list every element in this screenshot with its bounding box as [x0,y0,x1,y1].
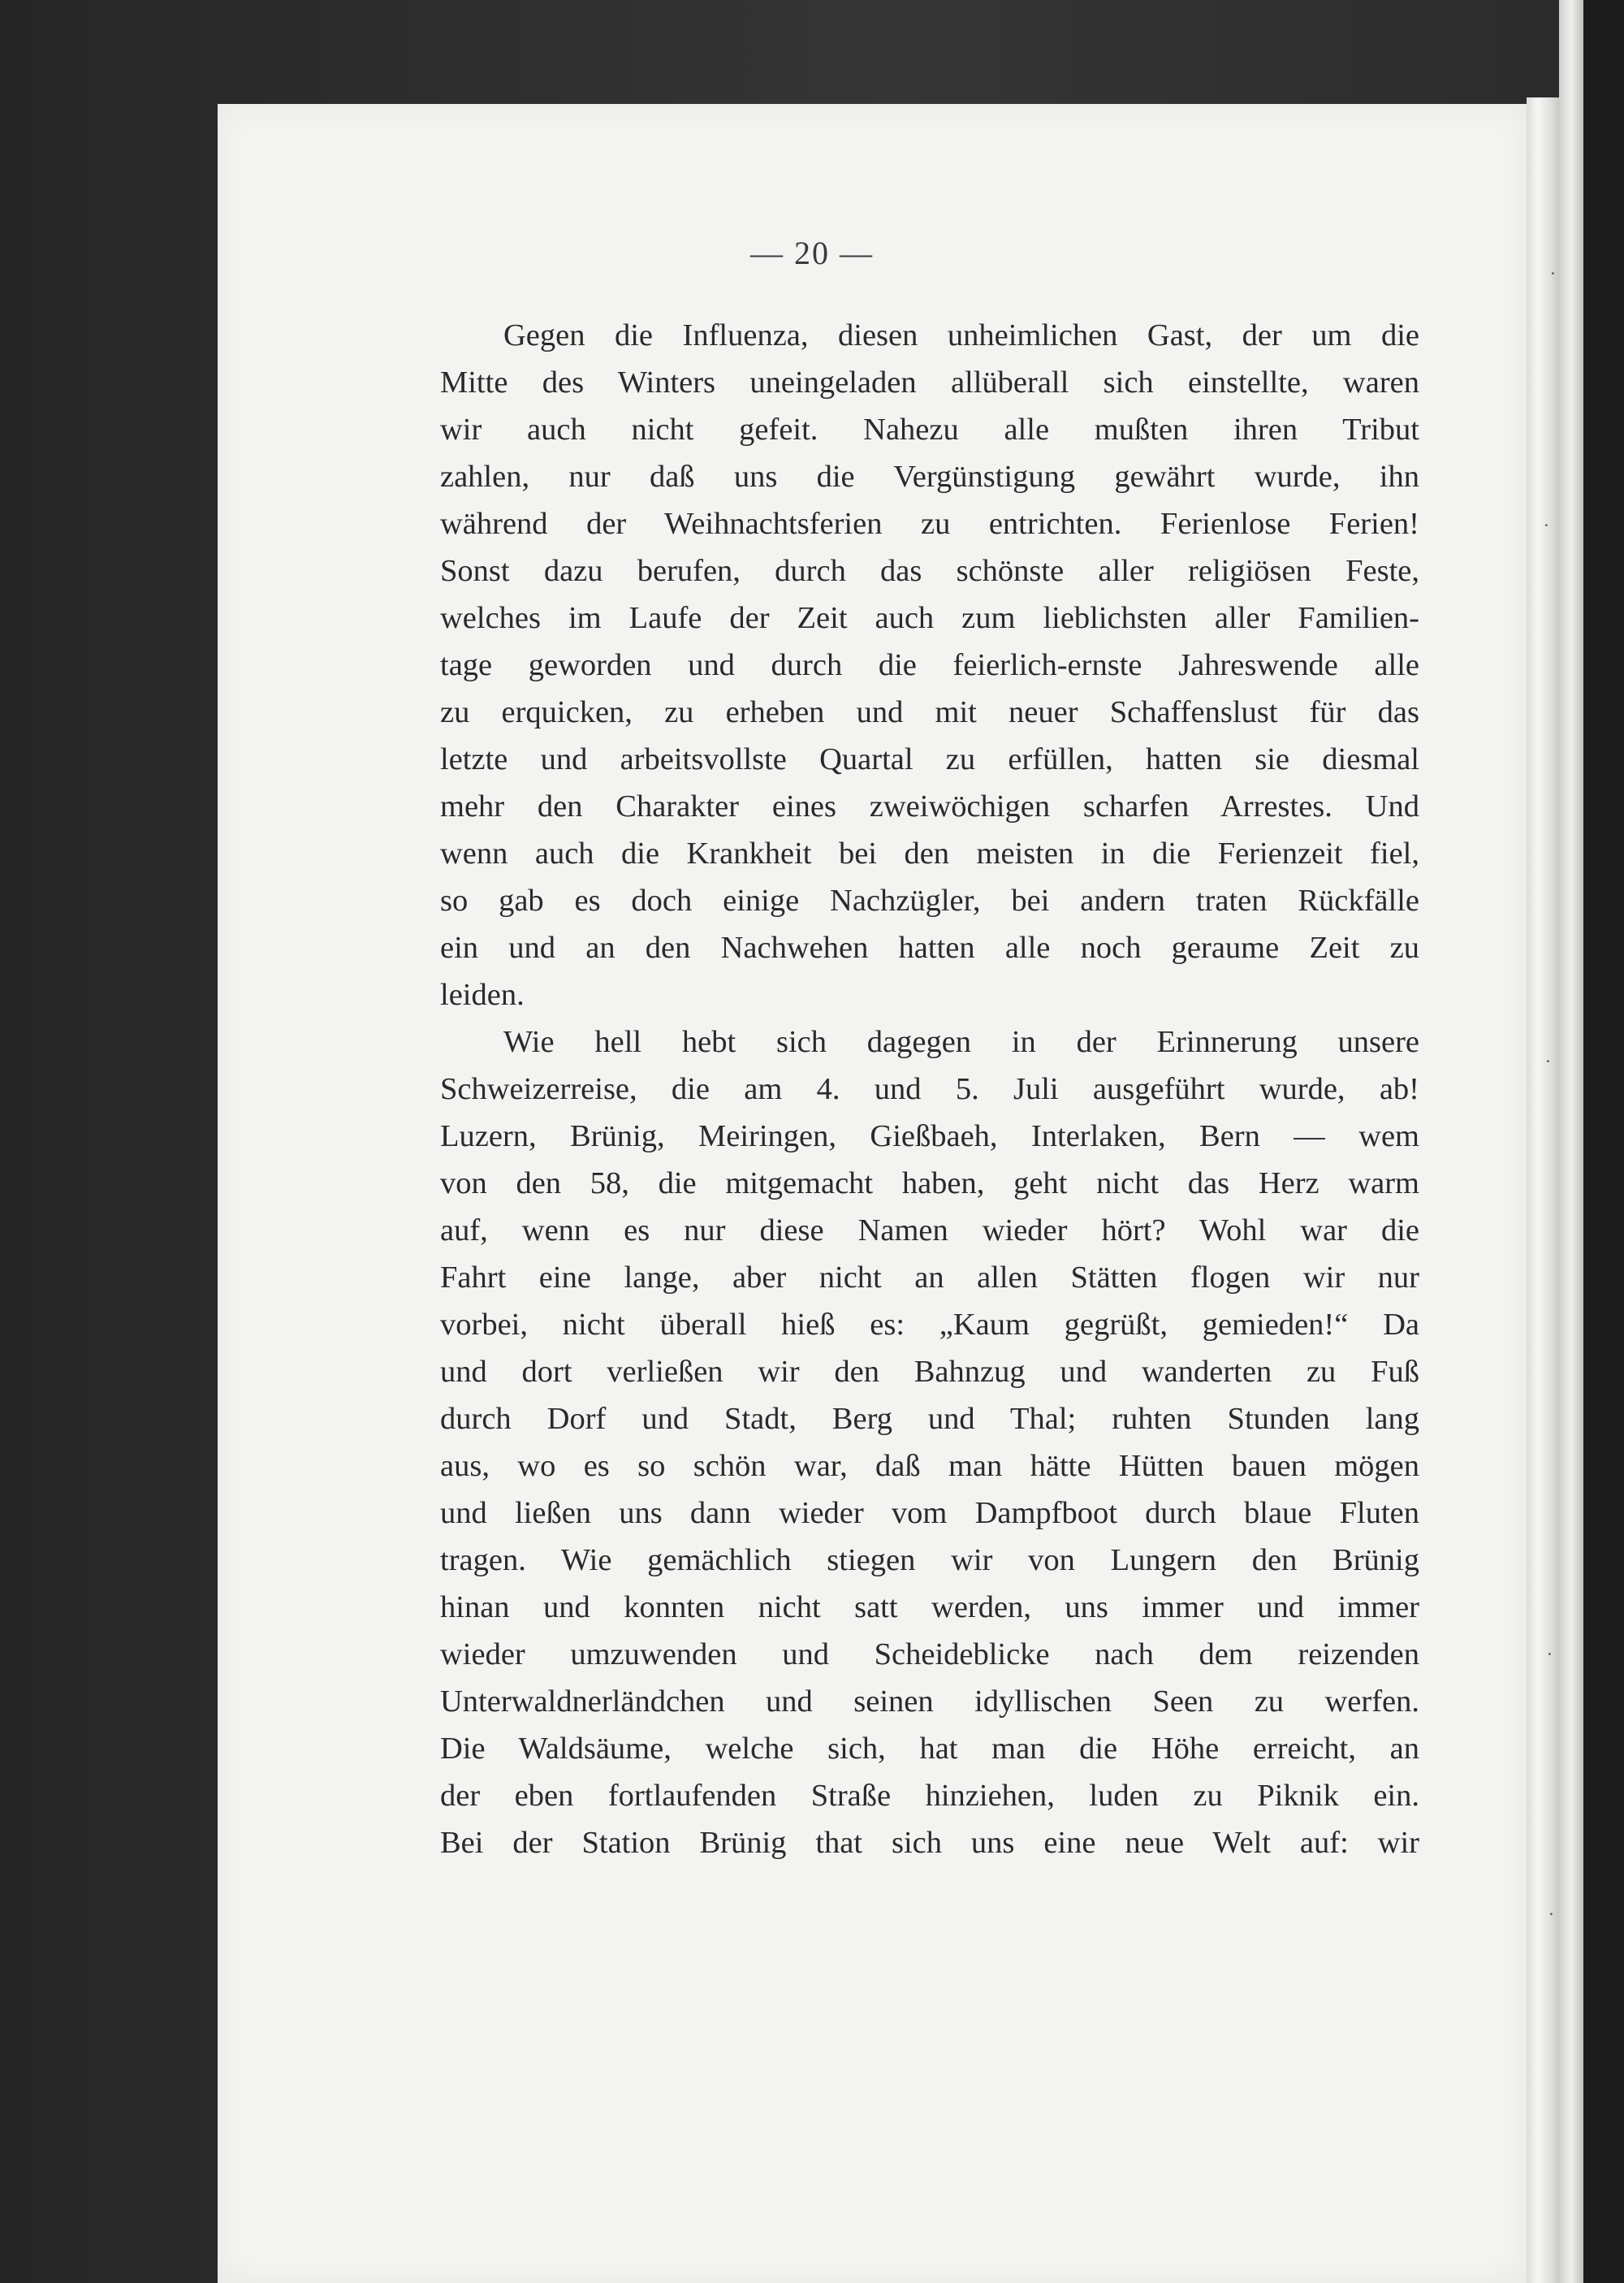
text-line: der eben fortlaufenden Straße hinziehen, luden zu Piknik ein. [440,1779,1419,1813]
text-line: tragen. Wie gemächlich stiegen wir von Lungern den Brünig [440,1543,1419,1577]
text-line: durch Dorf und Stadt, Berg und Thal; ruhten Stunden lang [440,1402,1419,1436]
text-line: zahlen, nur daß uns die Vergünstigung gewährt wurde, ihn [440,460,1419,494]
text-line: zu erquicken, zu erheben und mit neuer Schaffenslust für das [440,695,1419,729]
binding-mark: ˙ [1543,520,1550,543]
text-line: vorbei, nicht überall hieß es: „Kaum gegrüßt, gemieden!“ Da [440,1308,1419,1342]
page-number: — 20 — [750,235,874,271]
text-line: und dort verließen wir den Bahnzug und wanderten zu Fuß [440,1355,1419,1389]
text-line: von den 58, die mitgemacht haben, geht nicht das Herz warm [440,1166,1419,1200]
binding-mark: ˙ [1544,1056,1552,1079]
text-line: wir auch nicht gefeit. Nahezu alle mußten ihren Tribut [440,413,1419,447]
text-line: Bei der Station Brünig that sich uns eine neue Welt auf: wir [440,1826,1419,1860]
text-line: Gegen die Influenza, diesen unheimlichen Gast, der um die [503,318,1419,352]
text-line: Wie hell hebt sich dagegen in der Erinnerung unsere [503,1025,1419,1059]
text-line: Sonst dazu berufen, durch das schönste aller religiösen Feste, [440,554,1419,588]
scan-border-right [1583,0,1624,2283]
text-line: aus, wo es so schön war, daß man hätte Hütten bauen mögen [440,1449,1419,1483]
text-line: Die Waldsäume, welche sich, hat man die Höhe erreicht, an [440,1732,1419,1766]
text-line: Schweizerreise, die am 4. und 5. Juli ausgeführt wurde, ab! [440,1072,1419,1106]
text-line: leiden. [440,978,525,1012]
text-line: letzte und arbeitsvollste Quartal zu erfüllen, hatten sie diesmal [440,742,1419,776]
text-line: Unterwaldnerländchen und seinen idyllischen Seen zu werfen. [440,1684,1419,1719]
text-line: Mitte des Winters uneingeladen allüberall sich einstellte, waren [440,365,1419,400]
text-line: Luzern, Brünig, Meiringen, Gießbaeh, Interlaken, Bern — wem [440,1119,1419,1153]
binding-mark: ˙ [1549,268,1557,292]
text-line: mehr den Charakter eines zweiwöchigen scharfen Arrestes. Und [440,789,1419,824]
text-line: tage geworden und durch die feierlich-ernste Jahreswende alle [440,648,1419,682]
text-line: während der Weihnachtsferien zu entrichten. Ferienlose Ferien! [440,507,1419,541]
binding-mark: ˙ [1548,1909,1555,1932]
text-line: so gab es doch einige Nachzügler, bei andern traten Rückfälle [440,884,1419,918]
text-line: auf, wenn es nur diese Namen wieder hört? Wohl war die [440,1213,1419,1247]
binding-mark: ˙ [1546,1649,1553,1672]
binding-strip [1559,0,1583,2283]
text-line: wieder umzuwenden und Scheideblicke nach dem reizenden [440,1637,1419,1671]
text-line: ein und an den Nachwehen hatten alle noch geraume Zeit zu [440,931,1419,965]
text-line: Fahrt eine lange, aber nicht an allen Stätten flogen wir nur [440,1260,1419,1295]
text-line: und ließen uns dann wieder vom Dampfboot durch blaue Fluten [440,1496,1419,1530]
text-line: welches im Laufe der Zeit auch zum lieblichsten aller Familien- [440,601,1419,635]
page-edge [1527,97,1559,2283]
text-line: hinan und konnten nicht satt werden, uns immer und immer [440,1590,1419,1624]
text-line: wenn auch die Krankheit bei den meisten in die Ferienzeit fiel, [440,837,1419,871]
